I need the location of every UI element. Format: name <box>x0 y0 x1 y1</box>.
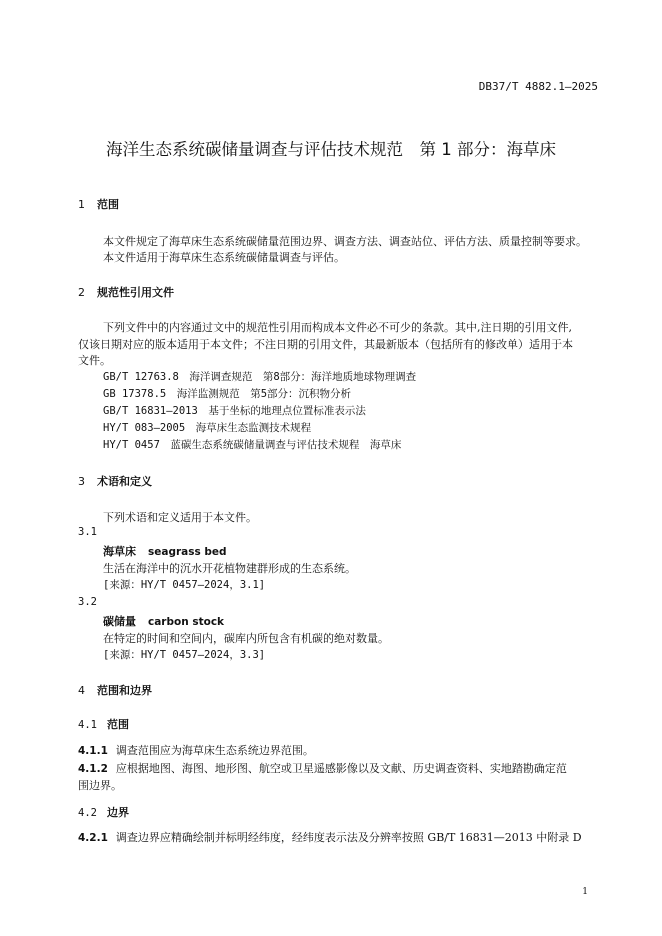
term-chinese: 碳储量 <box>103 615 136 628</box>
document-code: DB37/T 4882.1—2025 <box>478 80 598 93</box>
reference-item: GB/T 16831—2013 基于坐标的地理点位置标准表示法 <box>103 405 366 417</box>
clause-text: 应根据地图、海图、地形图、航空或卫星遥感影像以及文献、历史调查资料、实地踏勘确定范 <box>115 762 567 775</box>
reference-item: HY/T 0457 蓝碳生态系统碳储量调查与评估技术规程 海草床 <box>103 439 402 451</box>
clause <box>78 742 314 758</box>
section-number: 1 <box>78 198 85 211</box>
paragraph: 下列术语和定义适用于本文件。 <box>103 511 257 524</box>
term-heading <box>103 543 227 559</box>
clause-text: 调查边界应精确绘制并标明经纬度，经纬度表示法及分辨率按照 GB/T 16831—2013 中附录 D <box>115 831 582 844</box>
page-title: 海洋生态系统碳储量调查与评估技术规范 第 1 部分：海草床 <box>106 140 556 159</box>
section-title: 术语和定义 <box>97 475 152 488</box>
subsection-title: 范围 <box>106 718 129 731</box>
term-english: carbon stock <box>148 616 225 628</box>
clause <box>78 829 582 845</box>
section-number: 4 <box>78 684 85 697</box>
section-number: 3 <box>78 475 85 488</box>
page-number: 1 <box>582 887 588 897</box>
reference-item: GB 17378.5 海洋监测规范 第5部分：沉积物分析 <box>103 388 352 400</box>
term-source: [来源：HY/T 0457—2024，3.3] <box>103 649 266 661</box>
paragraph: 文件。 <box>78 354 111 367</box>
subsection-number: 4.1 <box>78 719 97 731</box>
paragraph: 下列文件中的内容通过文中的规范性引用而构成本文件必不可少的条款。其中,注日期的引用文件, <box>103 321 572 334</box>
clause-number: 4.2.1 <box>78 832 108 844</box>
section-3-heading <box>78 473 152 489</box>
subsection-title: 边界 <box>106 806 129 819</box>
clause <box>78 760 567 776</box>
term-number: 3.2 <box>78 596 97 608</box>
term-source: [来源：HY/T 0457—2024，3.1] <box>103 579 266 591</box>
term-chinese: 海草床 <box>103 545 136 558</box>
clause-text: 调查范围应为海草床生态系统边界范围。 <box>115 744 314 757</box>
section-title: 范围和边界 <box>97 684 152 697</box>
clause-number: 4.1.1 <box>78 745 108 757</box>
reference-item: GB/T 12763.8 海洋调查规范 第8部分：海洋地质地球物理调查 <box>103 371 417 383</box>
section-title: 范围 <box>97 198 119 211</box>
section-title: 规范性引用文件 <box>97 286 174 299</box>
clause-continuation: 围边界。 <box>78 779 122 792</box>
clause-number: 4.1.2 <box>78 763 108 775</box>
section-2-heading <box>78 284 174 300</box>
subsection-number: 4.2 <box>78 807 97 819</box>
term-definition: 在特定的时间和空间内，碳库内所包含有机碳的绝对数量。 <box>103 632 389 645</box>
subsection-heading <box>78 716 129 732</box>
section-number: 2 <box>78 286 85 299</box>
term-english: seagrass bed <box>148 546 227 558</box>
section-4-heading <box>78 682 152 698</box>
paragraph: 本文件适用于海草床生态系统碳储量调查与评估。 <box>103 251 345 264</box>
term-definition: 生活在海洋中的沉水开花植物建群形成的生态系统。 <box>103 562 356 575</box>
term-number: 3.1 <box>78 526 97 538</box>
paragraph: 仅该日期对应的版本适用于本文件；不注日期的引用文件，其最新版本（包括所有的修改单）适用于本 <box>78 338 573 351</box>
term-heading <box>103 613 224 629</box>
section-1-heading <box>78 196 119 212</box>
paragraph: 本文件规定了海草床生态系统碳储量范围边界、调查方法、调查站位、评估方法、质量控制等要求。 <box>103 235 587 248</box>
reference-item: HY/T 083—2005 海草床生态监测技术规程 <box>103 422 312 434</box>
subsection-heading <box>78 804 129 820</box>
